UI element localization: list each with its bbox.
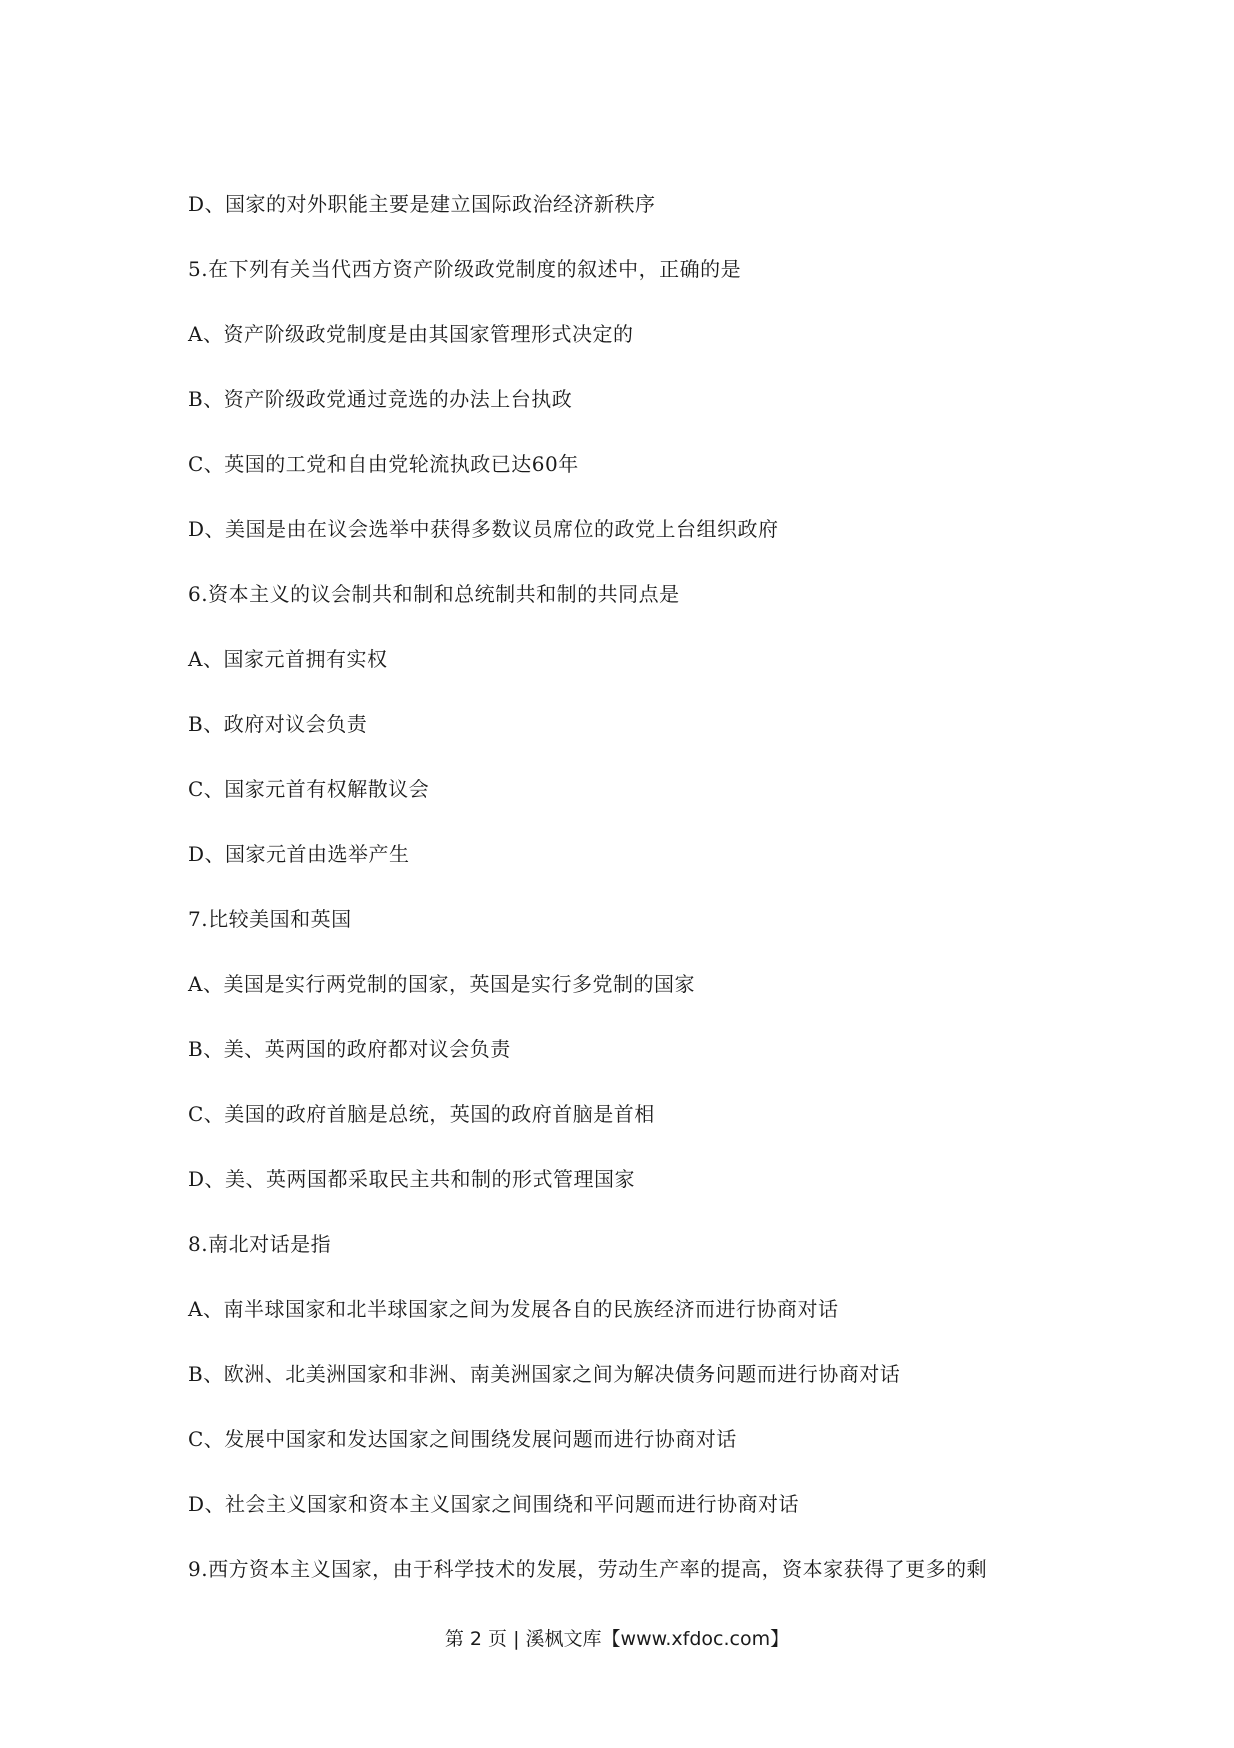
option-d-q8: D、社会主义国家和资本主义国家之间围绕和平问题而进行协商对话 (188, 1492, 800, 1516)
option-a-q6: A、国家元首拥有实权 (188, 647, 388, 671)
question-5: 5.在下列有关当代西方资产阶级政党制度的叙述中，正确的是 (188, 257, 742, 281)
option-d-q5: D、美国是由在议会选举中获得多数议员席位的政党上台组织政府 (188, 517, 779, 541)
question-7: 7.比较美国和英国 (188, 907, 352, 931)
option-d-q6: D、国家元首由选举产生 (188, 842, 410, 866)
option-d-q7: D、美、英两国都采取民主共和制的形式管理国家 (188, 1167, 636, 1191)
option-b-q8: B、欧洲、北美洲国家和非洲、南美洲国家之间为解决债务问题而进行协商对话 (188, 1362, 901, 1386)
option-b-q5: B、资产阶级政党通过竞选的办法上台执政 (188, 387, 573, 411)
option-a-q7: A、美国是实行两党制的国家，英国是实行多党制的国家 (188, 972, 695, 996)
option-b-q7: B、美、英两国的政府都对议会负责 (188, 1037, 511, 1061)
question-9: 9.西方资本主义国家，由于科学技术的发展，劳动生产率的提高，资本家获得了更多的剩 (188, 1557, 988, 1581)
option-a-q8: A、南半球国家和北半球国家之间为发展各自的民族经济而进行协商对话 (188, 1297, 839, 1321)
option-c-q7: C、美国的政府首脑是总统，英国的政府首脑是首相 (188, 1102, 655, 1126)
question-6: 6.资本主义的议会制共和制和总统制共和制的共同点是 (188, 582, 680, 606)
question-8: 8.南北对话是指 (188, 1232, 332, 1256)
option-c-q5: C、英国的工党和自由党轮流执政已达60年 (188, 452, 579, 476)
page-footer: 第 2 页 | 溪枫文库【www.xfdoc.com】 (444, 1628, 790, 1650)
option-c-q6: C、国家元首有权解散议会 (188, 777, 430, 801)
option-c-q8: C、发展中国家和发达国家之间围绕发展问题而进行协商对话 (188, 1427, 737, 1451)
document-body (188, 190, 1088, 1620)
option-a-q5: A、资产阶级政党制度是由其国家管理形式决定的 (188, 322, 634, 346)
option-d-q4: D、国家的对外职能主要是建立国际政治经济新秩序 (188, 192, 656, 216)
option-b-q6: B、政府对议会负责 (188, 712, 368, 736)
